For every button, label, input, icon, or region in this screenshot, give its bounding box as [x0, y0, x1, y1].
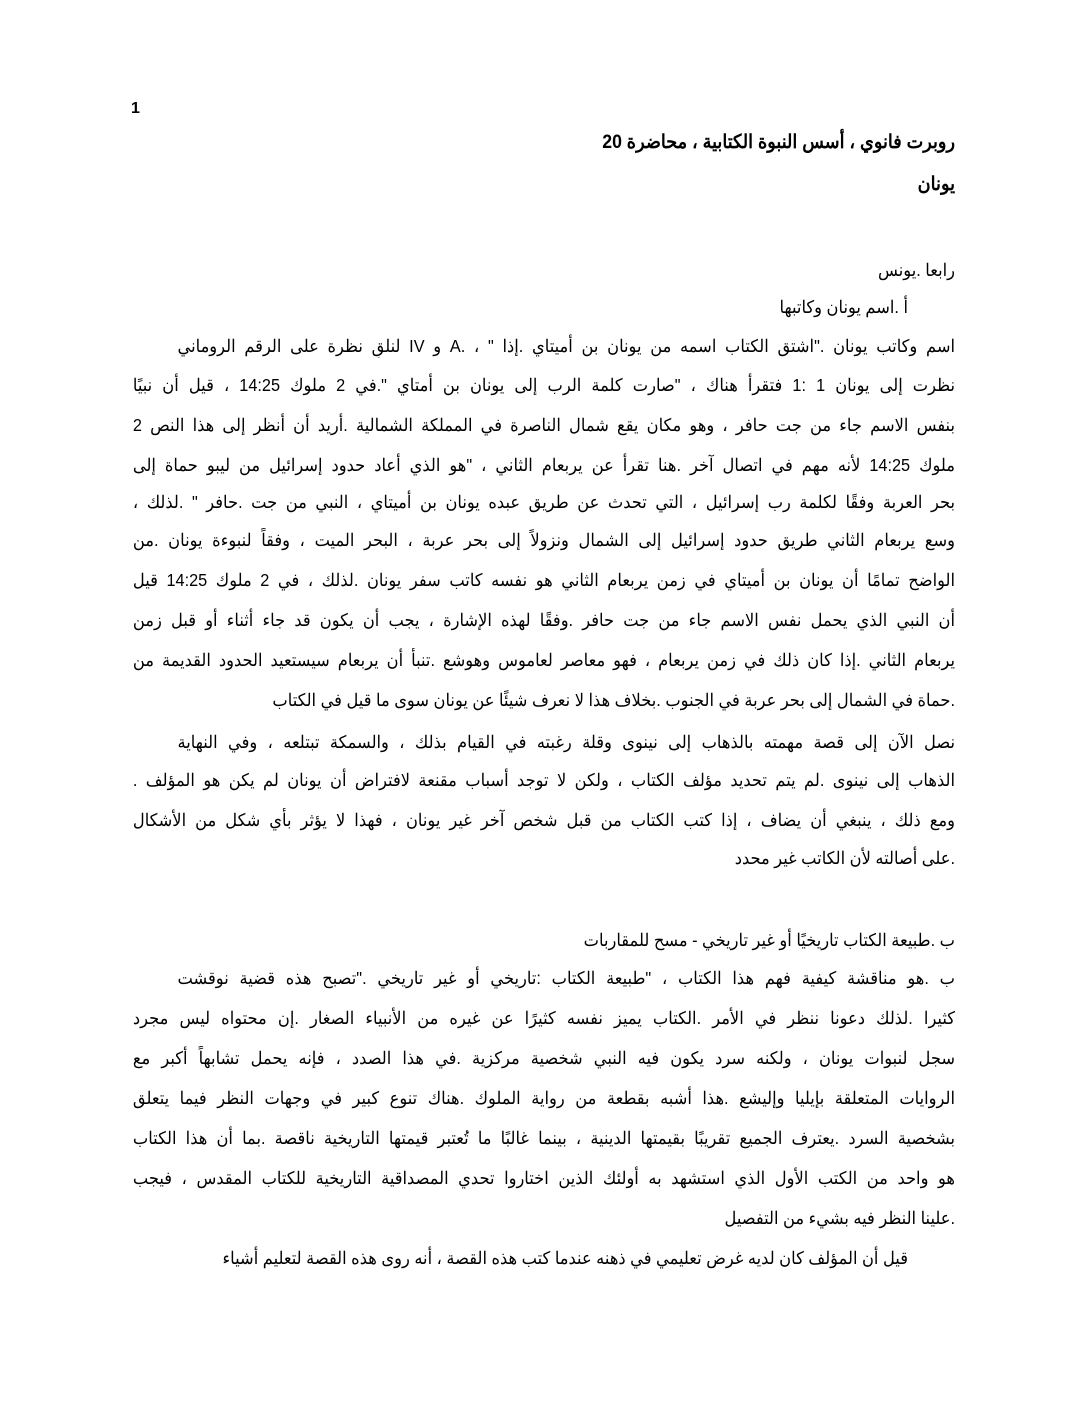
text-line: قيل أن المؤلف كان لديه غرض تعليمي في ذهنه عندما كتب هذه القصة ، أنه روى هذه القصة لتعليم أشياء: [222, 1248, 908, 1268]
text-line: اسم وكاتب يونان ."اشتق الكتاب اسمه من يونان بن أميتاي .إذا " ، .A و IV لنلقِ نظرة على الرقم الروماني: [177, 336, 955, 356]
section-b-heading: ب .طبيعة الكتاب تاريخيًا أو غير تاريخي - مسح للمقاربات: [583, 930, 955, 950]
text-line: الروايات المتعلقة بإيليا وإليشع .هذا أشبه بقطعة من رواية الملوك .هناك تنوع كبير في وجهات النظر فيما يتعلق: [132, 1088, 955, 1108]
text-line: نصل الآن إلى قصة مهمته بالذهاب إلى نينوى وقلة رغبته في القيام بذلك ، والسمكة تبتلعه ، وفي النهاية: [177, 732, 955, 752]
page-number: 1: [131, 100, 140, 117]
text-line: .علينا النظر فيه بشيء من التفصيل: [724, 1208, 955, 1228]
document-subtitle: يونان: [917, 174, 955, 195]
author-line: رابعا .يونس: [878, 260, 955, 280]
text-line: بنفس الاسم جاء من جت حافر ، وهو مكان يقع شمال الناصرة في المملكة الشمالية .أريد أن أنظر إلى هذا النص 2: [132, 415, 955, 435]
text-line: نظرت إلى يونان 1 :1 فتقرأ هناك ، "صارت كلمة الرب إلى يونان بن أمتاي ".في 2 ملوك 14:25 ، قيل أن نبيًا: [132, 375, 955, 395]
section-a-heading: أ .اسم يونان وكاتبها: [779, 297, 908, 317]
text-line: ومع ذلك ، ينبغي أن يضاف ، إذا كتب الكتاب من قبل شخص آخر غير يونان ، فهذا لا يؤثر بأي شكل من الأشكال: [132, 810, 955, 830]
text-line: بشخصية السرد .يعترف الجميع تقريبًا بقيمتها الدينية ، بينما غالبًا ما تُعتبر قيمتها التاريخية ناقصة .بما أن هذا الكتاب: [132, 1128, 955, 1148]
text-line: .حماة في الشمال إلى بحر عربة في الجنوب .بخلاف هذا لا نعرف شيئًا عن يونان سوى ما قيل في الكتاب: [272, 690, 955, 710]
text-line: كثيرا .لذلك دعونا ننظر في الأمر .الكتاب يميز نفسه كثيرًا عن غيره من الأنبياء الصغار .إن محتواه ليس مجرد: [132, 1008, 955, 1028]
text-line: وسع يربعام الثاني طريق حدود إسرائيل إلى الشمال ونزولاً إلى بحر عربة ، البحر الميت ، وفقاً لنبوءة يونان .من: [132, 530, 955, 550]
text-line: بحر العربة وفقًا لكلمة رب إسرائيل ، التي تحدث عن طريق عبده يونان بن أميتاي ، النبي من جت .حافر " .لذلك ،: [132, 492, 955, 512]
text-line: الذهاب إلى نينوى .لم يتم تحديد مؤلف الكتاب ، ولكن لا توجد أسباب مقنعة لافتراض أن يونان لم يكن هو المؤلف .: [132, 770, 955, 790]
text-line: ملوك 14:25 لأنه مهم في اتصال آخر .هنا تقرأ عن يربعام الثاني ، "هو الذي أعاد حدود إسرائيل من ليبو حماة إلى: [132, 455, 955, 475]
text-line: أن النبي الذي يحمل نفس الاسم جاء من جت حافر .وفقًا لهذه الإشارة ، يجب أن يكون قد جاء أثناء أو قبل زمن: [132, 610, 955, 630]
text-line: الواضح تمامًا أن يونان بن أميتاي في زمن يربعام الثاني هو نفسه كاتب سفر يونان .لذلك ، في 2 ملوك 14:25 قيل: [132, 570, 955, 590]
text-line: سجل لنبوات يونان ، ولكنه سرد يكون فيه النبي شخصية مركزية .في هذا الصدد ، فإنه يحمل تشابهاً أكبر مع: [132, 1048, 955, 1068]
text-line: هو واحد من الكتب الأول الذي استشهد به أولئك الذين اختاروا تحدي المصداقية التاريخية للكتاب المقدس ، فيجب: [132, 1168, 955, 1188]
text-line: .على أصالته لأن الكاتب غير محدد: [734, 848, 955, 868]
text-line: ب .هو مناقشة كيفية فهم هذا الكتاب ، "طبيعة الكتاب :تاريخي أو غير تاريخي ."تصبح هذه قضية نوقشت: [177, 968, 955, 988]
text-line: يربعام الثاني .إذا كان ذلك في زمن يربعام ، فهو معاصر لعاموس وهوشع .تنبأ أن يربعام سيستعيد الحدود القديمة من: [132, 650, 955, 670]
document-title: روبرت فانوي ، أسس النبوة الكتابية ، محاضرة 20: [602, 132, 955, 153]
